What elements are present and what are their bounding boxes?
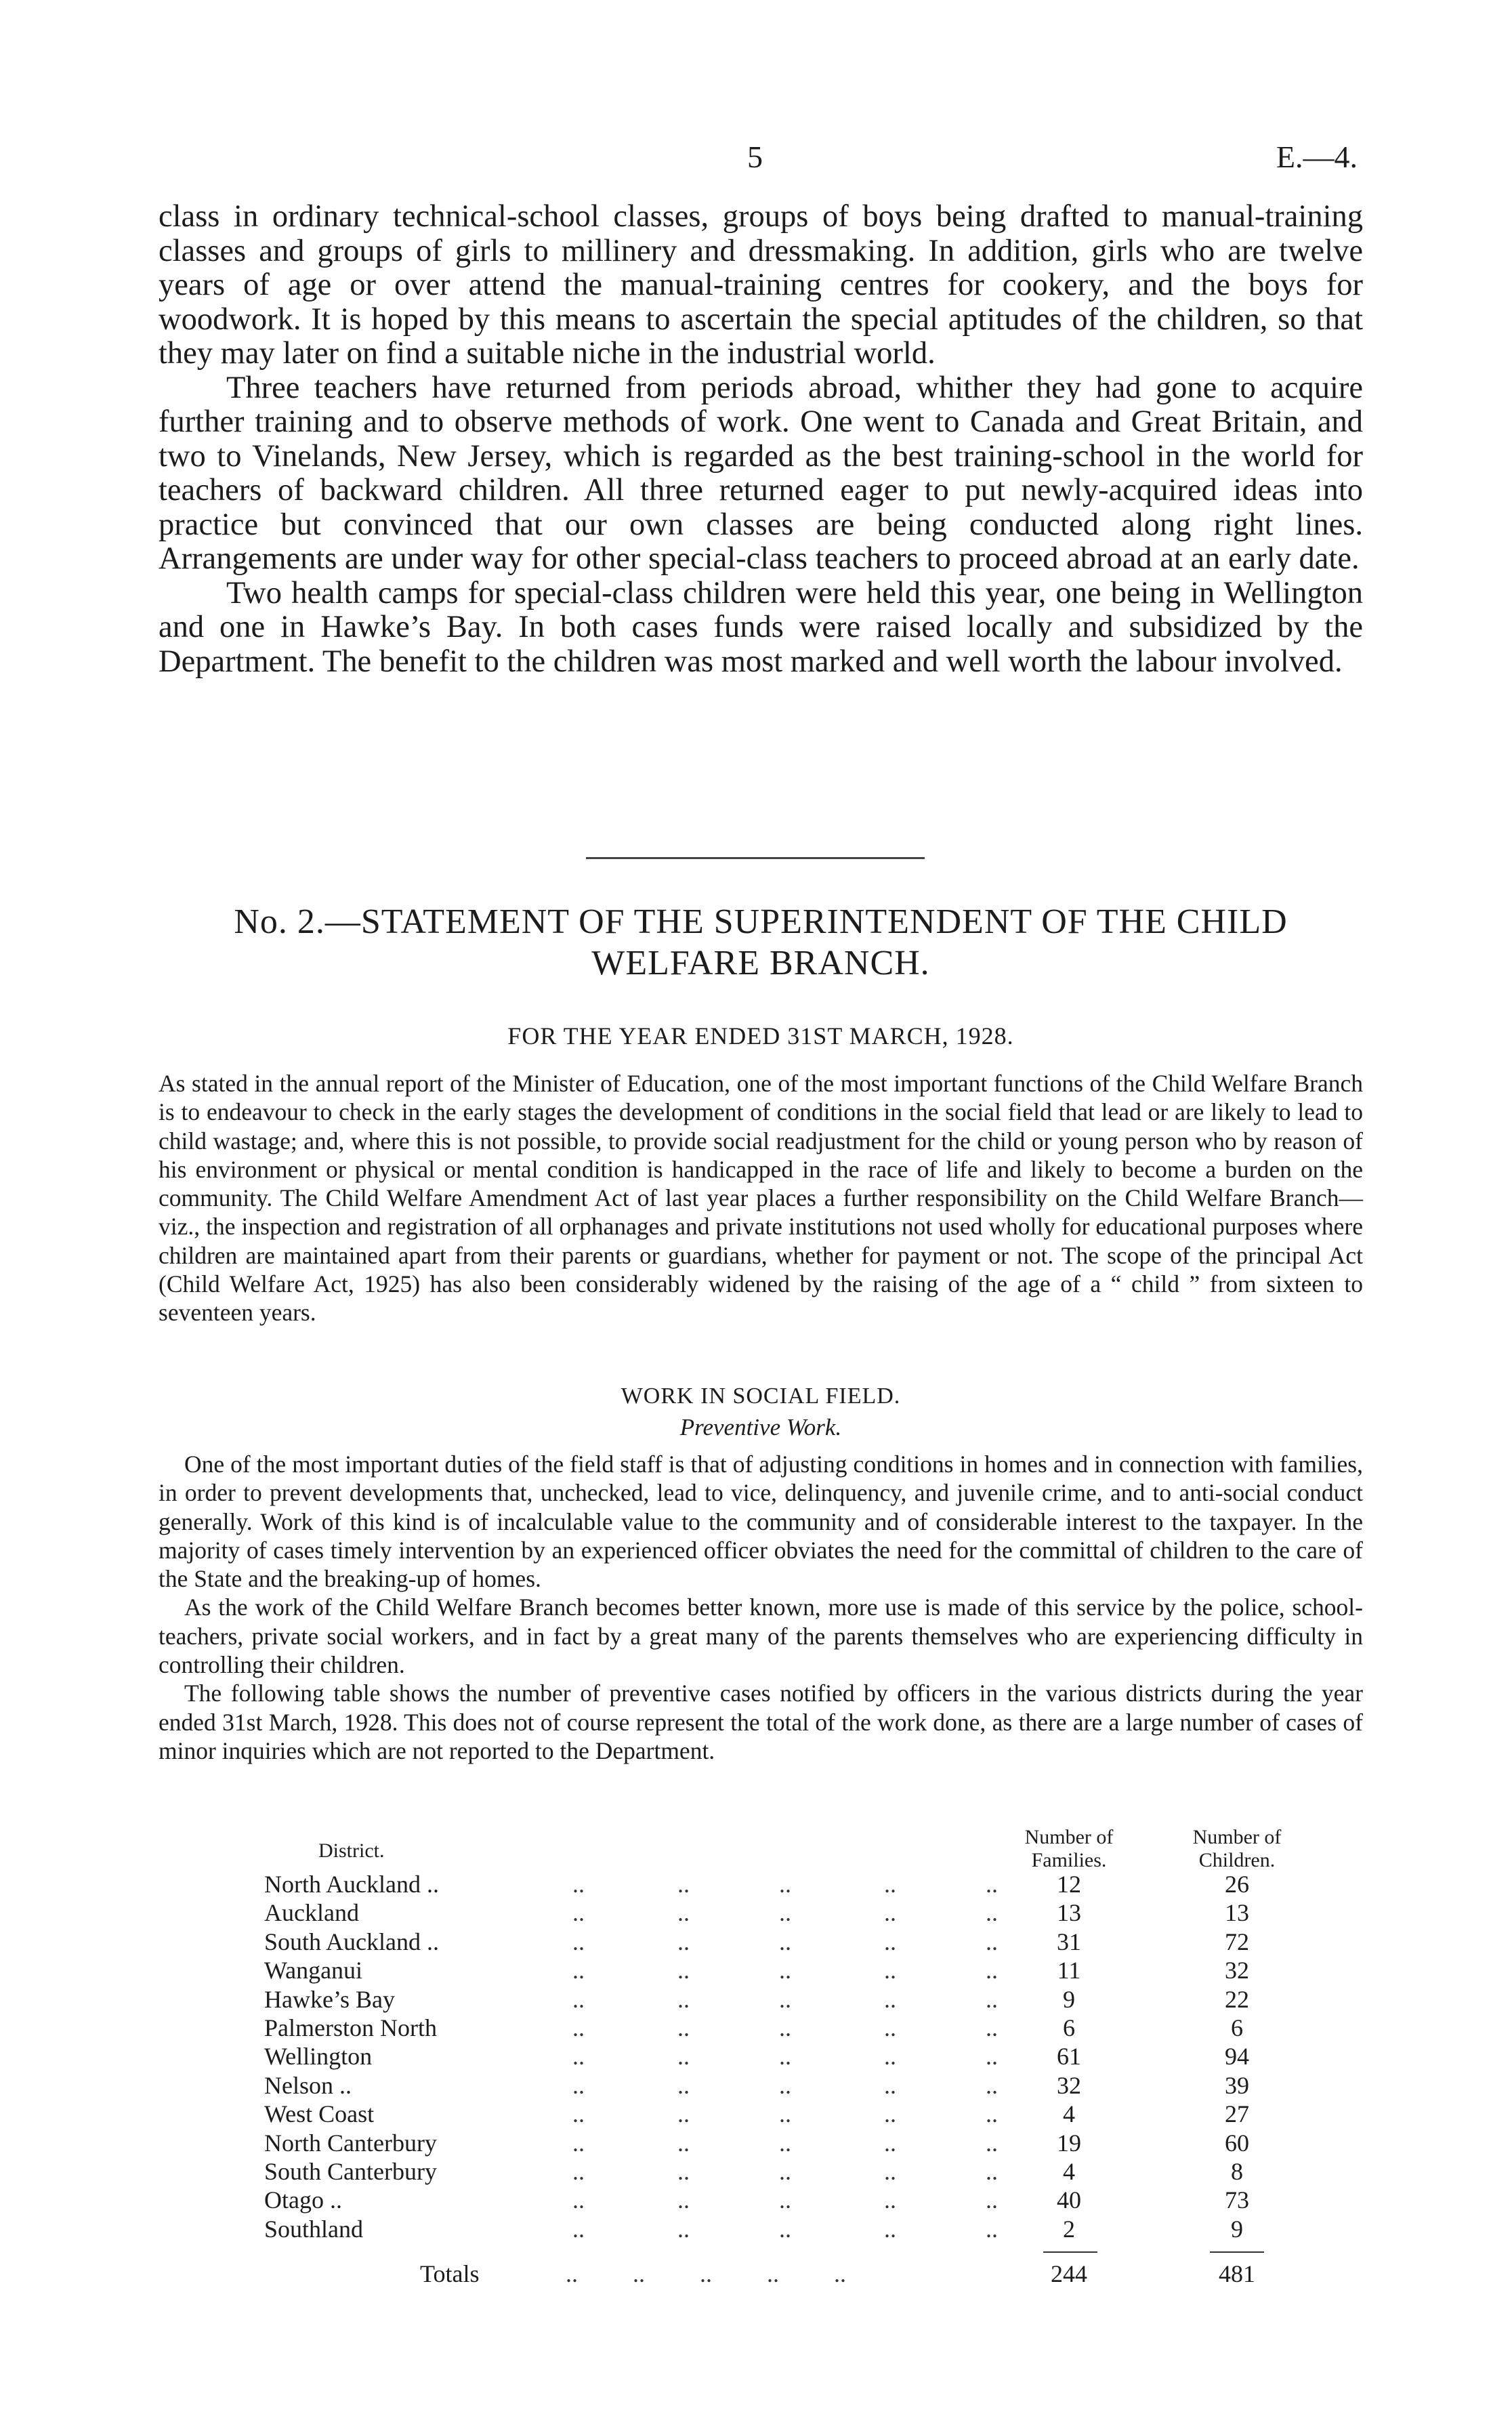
leader-dots: .. [779, 1957, 791, 1984]
preventive-work-heading: Preventive Work. [679, 1414, 842, 1440]
leader-dots: .. [677, 1957, 690, 1984]
leader-dots: .. [572, 2100, 585, 2128]
work-in-social-field-heading: WORK IN SOCIAL FIELD. [621, 1384, 901, 1409]
leader-dots: .. [986, 1928, 998, 1955]
families-value: 12 [1057, 1871, 1081, 1898]
page-number: 5 [747, 140, 763, 174]
leader-dots: .. [986, 2014, 998, 2041]
children-value: 39 [1225, 2071, 1249, 2099]
district-name: Auckland [264, 1899, 359, 1927]
document-code: E.—4. [1276, 140, 1358, 174]
district-name: Hawke’s Bay [264, 1985, 395, 2013]
leader-dots: .. [986, 2071, 998, 2099]
district-name: Wanganui [264, 1957, 363, 1984]
section-title [159, 901, 1363, 984]
leader-dots: .. [884, 1899, 896, 1927]
leader-dots: .. [677, 2043, 690, 2071]
preventive-paragraph-2: As the work of the Child Welfare Branch becomes better known, more use is made of this service by the police, school-teachers, private social workers, and in fact by a great many of the parents themselves who are experiencing difficulty in controlling their children. [159, 1594, 1363, 1679]
leader-dots: .. [779, 1871, 791, 1898]
families-value: 11 [1057, 1957, 1081, 1984]
children-value: 13 [1225, 1899, 1249, 1927]
leader-dots: .. [779, 1899, 791, 1927]
leader-dots: .. [779, 1985, 791, 2013]
children-value: 26 [1225, 1871, 1249, 1898]
leader-dots: .. [884, 2186, 896, 2214]
leader-dots: .. [884, 2215, 896, 2243]
children-column-header: Number of Children. [1192, 1826, 1282, 1871]
preventive-paragraph-3: The following table shows the number of preventive cases notified by officers in the various districts during the year ended 31st March, 1928. This does not of course represent the total of the work done, as there are a large number of cases of minor inquiries which are not reported to the Department. [159, 1680, 1363, 1764]
preventive-paragraph-1: One of the most important duties of the field staff is that of adjusting conditions in homes and in connection with families, in order to prevent developments that, unchecked, lead to vice, delinquency, and juvenile crime, and to anti-social conduct generally. Work of this kind is of incalculable value to the community and of considerable interest to the taxpayer. In the majority of cases timely intervention by an experienced officer obviates the need for the committal of children to the care of the State and the breaking-up of homes. [159, 1451, 1363, 1593]
district-name: South Canterbury [264, 2157, 437, 2185]
leader-dots: .. [884, 2071, 896, 2099]
totals-children: 481 [1219, 2260, 1255, 2287]
table-body [0, 1870, 1512, 2243]
district-name: North Canterbury [264, 2129, 437, 2157]
district-name: Palmerston North [264, 2014, 437, 2041]
district-name: North Auckland .. [264, 1871, 439, 1898]
leader-dots: .. [677, 2071, 690, 2099]
district-name: South Auckland .. [264, 1928, 439, 1955]
table-row [0, 2157, 1512, 2186]
leader-dots: .. [884, 1871, 896, 1898]
leader-dots: .. [572, 1871, 585, 1898]
leader-dots: .. [572, 1899, 585, 1927]
leader-dots: .. [986, 2100, 998, 2128]
leader-dots: .. [986, 1957, 998, 1984]
leader-dots: .. [677, 2129, 690, 2157]
leader-dots: .. [677, 1871, 690, 1898]
leader-dots: .. [779, 2186, 791, 2214]
leader-dots: .. [677, 2157, 690, 2185]
leader-dots: .. [884, 1928, 896, 1955]
totals-label: Totals [420, 2260, 480, 2287]
leader-dots: .. [572, 2186, 585, 2214]
leader-dots: .. [779, 1928, 791, 1955]
leader-dots: .. [572, 2071, 585, 2099]
families-column-header: Number of Families. [1024, 1826, 1114, 1871]
families-value: 31 [1057, 1928, 1081, 1955]
district-name: Southland [264, 2215, 364, 2243]
leader-dots: .. [779, 2014, 791, 2041]
leader-dots: .. [986, 1985, 998, 2013]
table-row [0, 2014, 1512, 2042]
leader-dots: .. [779, 2157, 791, 2185]
opening-text-block [159, 1069, 1363, 1327]
leader-dots: .. [572, 2157, 585, 2185]
page-header [0, 139, 1512, 180]
district-name: Nelson .. [264, 2071, 352, 2099]
district-column-header: District. [318, 1839, 385, 1862]
children-value: 8 [1231, 2157, 1243, 2185]
leader-dots: .. [986, 2043, 998, 2071]
leader-dots: .. [572, 1928, 585, 1955]
leader-dots: .. [884, 2043, 896, 2071]
totals-families: 244 [1051, 2260, 1087, 2287]
leader-dots: .. [779, 2129, 791, 2157]
children-value: 32 [1225, 1957, 1249, 1984]
families-value: 40 [1057, 2186, 1081, 2214]
intro-text-block [159, 200, 1363, 679]
leader-dots: .. [884, 2157, 896, 2185]
table-row [0, 1928, 1512, 1956]
leader-dots: .. [986, 1871, 998, 1898]
leader-dots: .. [986, 1899, 998, 1927]
intro-paragraph-2: Three teachers have returned from periods abroad, whither they had gone to acquire further training and to observe methods of work. One went to Canada and Great Britain, and two to Vinelands, New Jersey, which is regarded as the best training-school in the world for teachers of backward children. All three returned eager to put newly-acquired ideas into practice but convinced that our own classes are being conducted along right lines. Arrangements are under way for other special-class teachers to proceed abroad at an early date. [159, 370, 1363, 576]
totals-row [0, 2260, 1512, 2290]
families-value: 13 [1057, 1899, 1081, 1927]
children-value: 60 [1225, 2129, 1249, 2157]
families-value: 19 [1057, 2129, 1081, 2157]
leader-dots: .. [986, 2157, 998, 2185]
section-divider [586, 857, 925, 859]
table-row [0, 2042, 1512, 2071]
table-row [0, 2129, 1512, 2157]
intro-paragraph-3: Two health camps for special-class children were held this year, one being in Wellington and one in Hawke’s Bay. In both cases funds were raised locally and subsidized by the Department. The benefit to the children was most marked and well worth the labour involved. [159, 575, 1363, 679]
intro-paragraph-1: class in ordinary technical-school classes, groups of boys being drafted to manual-training classes and groups of girls to millinery and dressmaking. In addition, girls who are twelve years of age or over attend the manual-training centres for cookery, and the boys for woodwork. It is hoped by this means to ascertain the special aptitudes of the children, so that they may later on find a suitable niche in the industrial world. [159, 199, 1363, 371]
families-value: 4 [1063, 2157, 1075, 2185]
families-value: 9 [1063, 1985, 1075, 2013]
leader-dots: .. [677, 1928, 690, 1955]
table-row [0, 1870, 1512, 1898]
leader-dots: .. [677, 2014, 690, 2041]
leader-dots: .. [572, 2014, 585, 2041]
leader-dots: .. [884, 1985, 896, 2013]
table-row [0, 1898, 1512, 1927]
children-value: 27 [1225, 2100, 1249, 2128]
leader-dots: .. [677, 2215, 690, 2243]
table-row [0, 2186, 1512, 2214]
leader-dots: .. [572, 2129, 585, 2157]
leader-dots: .. [986, 2129, 998, 2157]
section-title-line-1: No. 2.—STATEMENT OF THE SUPERINTENDENT OF THE CHILD [234, 902, 1288, 941]
leader-dots: .. [677, 1899, 690, 1927]
leader-dots: .. [677, 2186, 690, 2214]
totals-leader-dots: .. .. .. .. .. [566, 2260, 846, 2287]
leader-dots: .. [572, 1985, 585, 2013]
leader-dots: .. [572, 2215, 585, 2243]
leader-dots: .. [884, 1957, 896, 1984]
leader-dots: .. [677, 2100, 690, 2128]
children-value: 22 [1225, 1985, 1249, 2013]
families-value: 2 [1063, 2215, 1075, 2243]
section-title-line-2: WELFARE BRANCH. [591, 944, 930, 982]
table-row [0, 1985, 1512, 2014]
leader-dots: .. [677, 1985, 690, 2013]
families-value: 61 [1057, 2043, 1081, 2071]
leader-dots: .. [884, 2129, 896, 2157]
leader-dots: .. [779, 2043, 791, 2071]
leader-dots: .. [779, 2215, 791, 2243]
district-name: West Coast [264, 2100, 375, 2128]
families-value: 32 [1057, 2071, 1081, 2099]
leader-dots: .. [572, 1957, 585, 1984]
table-row [0, 1956, 1512, 1984]
table-row [0, 2071, 1512, 2100]
opening-paragraph: As stated in the annual report of the Minister of Education, one of the most important functions of the Child Welfare Branch is to endeavour to check in the early stages the development of conditions in the social field that lead or are likely to lead to child wastage; and, where this is not possible, to provide social readjustment for the child or young person who by reason of his environment or physical or mental condition is handicapped in the race of life and likely to become a burden on the community. The Child Welfare Amendment Act of last year places a further responsibility on the Child Welfare Branch—viz., the inspection and registration of all orphanages and private institutions not used wholly for educational purposes where children are maintained apart from their parents or guardians, whether for payment or not. The scope of the principal Act (Child Welfare Act, 1925) has also been considerably widened by the raising of the age of a “ child ” from sixteen to seventeen years. [159, 1070, 1363, 1327]
families-total-rule [1043, 2251, 1097, 2253]
children-value: 9 [1231, 2215, 1243, 2243]
leader-dots: .. [572, 2043, 585, 2071]
leader-dots: .. [884, 2100, 896, 2128]
table-row [0, 2100, 1512, 2128]
leader-dots: .. [986, 2215, 998, 2243]
children-value: 6 [1231, 2014, 1243, 2041]
preventive-text-block [159, 1450, 1363, 1765]
children-total-rule [1210, 2251, 1264, 2253]
leader-dots: .. [884, 2014, 896, 2041]
children-value: 73 [1225, 2186, 1249, 2214]
families-value: 4 [1063, 2100, 1075, 2128]
leader-dots: .. [779, 2100, 791, 2128]
district-name: Wellington [264, 2043, 373, 2071]
children-value: 72 [1225, 1928, 1249, 1955]
table-row [0, 2215, 1512, 2243]
children-value: 94 [1225, 2043, 1249, 2071]
families-value: 6 [1063, 2014, 1075, 2041]
leader-dots: .. [779, 2071, 791, 2099]
section-subtitle: FOR THE YEAR ENDED 31ST MARCH, 1928. [507, 1022, 1014, 1049]
leader-dots: .. [986, 2186, 998, 2214]
district-name: Otago .. [264, 2186, 342, 2214]
